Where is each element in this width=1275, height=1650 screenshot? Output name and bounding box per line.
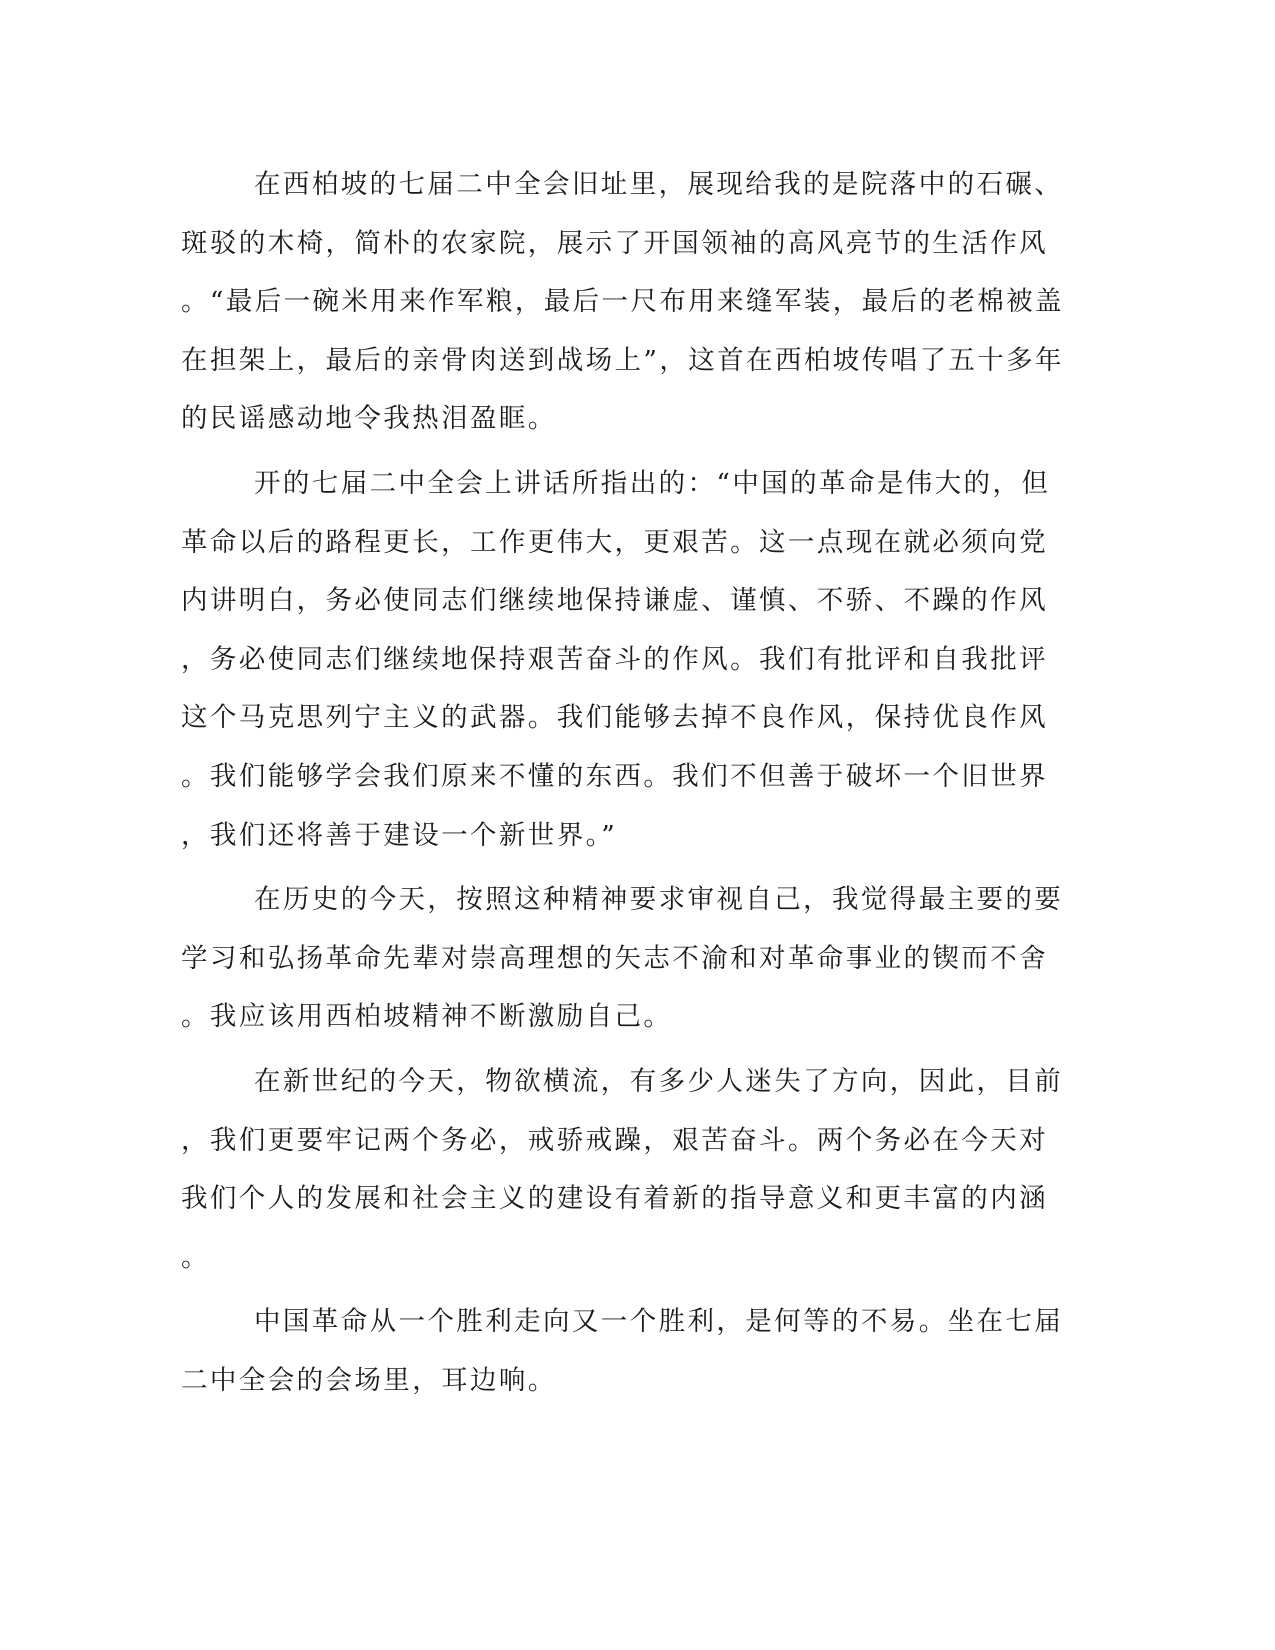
text-line: 在历史的今天，按照这种精神要求审视自己，我觉得最主要的要 [254,884,1064,916]
text-line: 这个马克思列宁主义的武器。我们能够去掉不良作风，保持优良作风 [181,702,1048,734]
text-line: 斑驳的木椅，简朴的农家院，展示了开国领袖的高风亮节的生活作风 [181,227,1048,259]
text-line: 开的七届二中全会上讲话所指出的：“中国的革命是伟大的，但 [254,467,1051,499]
document-body [181,156,1064,1416]
text-line: ，务必使同志们继续地保持艰苦奋斗的作风。我们有批评和自我批评 [181,643,1048,675]
text-line: 在西柏坡的七届二中全会旧址里，展现给我的是院落中的石碾、 [254,169,1064,200]
text-line: ，我们还将善于建设一个新世界。” [181,819,618,851]
text-line: 内讲明白，务必使同志们继续地保持谦虚、谨慎、不骄、不躁的作风 [181,585,1048,617]
paragraph-5 [181,1293,1064,1410]
paragraph-1 [181,156,1064,449]
text-line: 的民谣感动地令我热泪盈眶。 [181,403,557,435]
text-line: 我们个人的发展和社会主义的建设有着新的指导意义和更丰富的内涵 [181,1183,1048,1215]
paragraph-3 [181,871,1064,1047]
text-line: 革命以后的路程更长，工作更伟大，更艰苦。这一点现在就必须向党 [181,526,1048,558]
text-line: 在新世纪的今天，物欲横流，有多少人迷失了方向，因此，目前 [254,1065,1064,1097]
text-line: 中国革命从一个胜利走向又一个胜利，是何等的不易。坐在七届 [254,1306,1064,1338]
text-line: ，我们更要牢记两个务必，戒骄戒躁，艰苦奋斗。两个务必在今天对 [181,1124,1048,1156]
text-line: 。“最后一碗米用来作军粮，最后一尺布用来缝军装，最后的老棉被盖 [181,286,1064,318]
paragraph-2 [181,455,1051,865]
text-line: 在担架上，最后的亲骨肉送到战场上”，这首在西柏坡传唱了五十多年 [181,344,1064,376]
text-line: 。我应该用西柏坡精神不断激励自己。 [181,1001,673,1033]
text-line: 二中全会的会场里，耳边响。 [181,1364,557,1396]
text-line: 学习和弘扬革命先辈对崇高理想的矢志不渝和对革命事业的锲而不舍 [181,942,1048,974]
paragraph-4 [181,1053,1064,1287]
text-line: 。我们能够学会我们原来不懂的东西。我们不但善于破坏一个旧世界 [181,760,1048,792]
text-line: 。 [181,1241,210,1273]
